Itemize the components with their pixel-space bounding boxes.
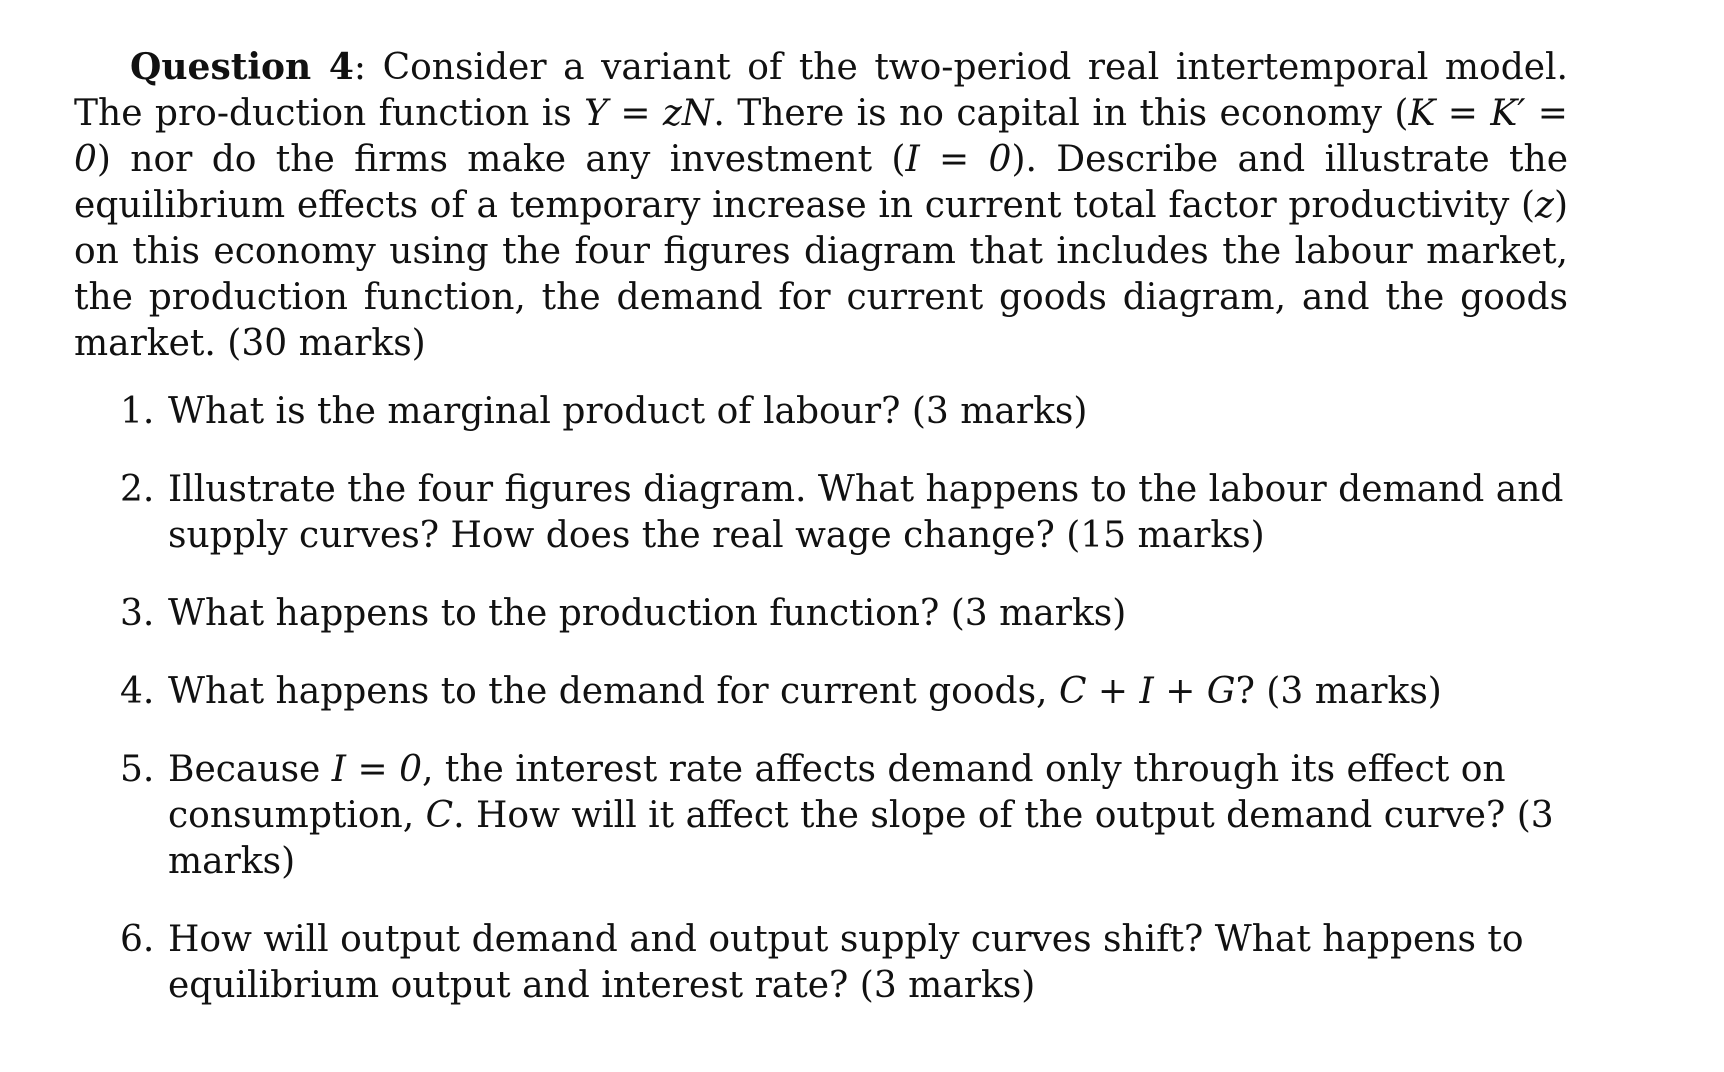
item-text: How will output demand and output supply curves shift? What happens to equilibrium output and interest rate? (3 marks) <box>168 919 1524 1006</box>
list-item <box>74 591 1568 637</box>
list-item <box>74 917 1568 1009</box>
list-item <box>74 747 1568 885</box>
question-label: Question 4 <box>130 46 354 88</box>
item-text: What happens to the production function? (3 marks) <box>168 593 1127 634</box>
list-item <box>74 669 1568 715</box>
intro-text: ). Describe and illustrate the equilibrium effects of a temporary increase in current total factor productivity ( <box>74 139 1568 226</box>
intro-math-production: Y = zN <box>584 93 714 134</box>
item-number: 4. <box>120 671 155 712</box>
sub-question-list <box>74 389 1568 1009</box>
question-intro <box>74 44 1568 367</box>
item-text: ? (3 marks) <box>1235 671 1442 712</box>
item-math: I = 0 <box>331 749 422 790</box>
item-number: 6. <box>120 919 155 960</box>
intro-text: . There is no capital in this economy ( <box>713 93 1409 134</box>
list-item <box>74 467 1568 559</box>
intro-math-capital: K = K′ = 0 <box>74 93 1568 180</box>
item-text: , the interest rate affects demand only through its effect on consumption, <box>168 749 1506 836</box>
intro-text: ) on this economy using the four figures diagram that includes the labour market, the production function, the demand for current goods diagram, and the goods market. (30 marks) <box>74 185 1568 364</box>
document-page <box>74 44 1568 1041</box>
item-text: What is the marginal product of labour? (3 marks) <box>168 391 1088 432</box>
item-math: C <box>425 795 454 836</box>
intro-math-z: z <box>1534 185 1554 226</box>
item-math: C + I + G <box>1058 671 1236 712</box>
item-text: What happens to the demand for current goods, <box>168 671 1059 712</box>
item-text: Illustrate the four figures diagram. What happens to the labour demand and supply curves? How does the real wage change? (15 marks) <box>168 469 1564 556</box>
item-text: Because <box>168 749 332 790</box>
intro-math-investment: I = 0 <box>905 139 1012 180</box>
item-text: . How will it affect the slope of the output demand curve? (3 marks) <box>168 795 1554 882</box>
intro-text: : Consider a variant of the two-period real intertemporal model. The pro-duction function is <box>74 47 1568 134</box>
intro-text: ) nor do the firms make any investment ( <box>96 139 906 180</box>
item-number: 3. <box>120 593 155 634</box>
list-item <box>74 389 1568 435</box>
item-number: 1. <box>120 391 155 432</box>
item-number: 5. <box>120 749 155 790</box>
item-number: 2. <box>120 469 155 510</box>
